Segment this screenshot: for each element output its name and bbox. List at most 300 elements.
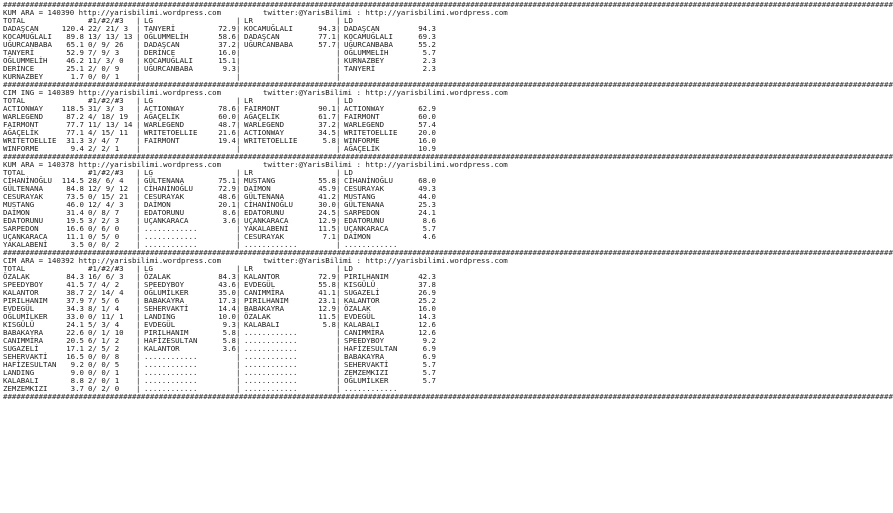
ld-value: 20.0 bbox=[418, 128, 436, 137]
ld-value: 10.9 bbox=[418, 144, 436, 153]
column-divider: | bbox=[336, 384, 341, 393]
ld-value: 26.9 bbox=[418, 288, 436, 297]
column-divider: | bbox=[336, 48, 341, 57]
total-score: 41.5 bbox=[66, 280, 84, 289]
horse-name: KALABALI bbox=[3, 376, 39, 385]
ld-horse-name: ............ bbox=[344, 240, 398, 249]
rank-counts: 0/ 9/ 26 bbox=[88, 40, 124, 49]
rank-counts: 2/ 5/ 2 bbox=[88, 344, 120, 353]
lr-horse-name: UĞURCANBABA bbox=[244, 40, 293, 49]
rank-counts: 12/ 9/ 12 bbox=[88, 184, 129, 193]
column-divider: | bbox=[136, 192, 141, 201]
column-divider: | bbox=[136, 216, 141, 225]
horse-name: YAKALABENİ bbox=[3, 240, 48, 249]
total-score: 77.1 bbox=[66, 128, 84, 137]
lg-value: 3.6 bbox=[222, 216, 236, 225]
ld-value: 12.6 bbox=[418, 320, 436, 329]
ld-horse-name: WRITETOELLIE bbox=[344, 128, 398, 137]
lg-horse-name: DADAŞCAN bbox=[144, 40, 180, 49]
lg-horse-name: OĞLUMMELİH bbox=[144, 32, 189, 41]
race-title: KUM ARA = 140378 http://yarisbilimi.wordpress.com bbox=[3, 160, 222, 169]
col-head-lr: LR bbox=[244, 168, 253, 177]
ld-value: 49.3 bbox=[418, 184, 436, 193]
column-divider: | bbox=[336, 312, 341, 321]
lr-value: 90.1 bbox=[318, 104, 336, 113]
ld-horse-name: FAIRMONT bbox=[344, 112, 380, 121]
lr-value: 11.5 bbox=[318, 312, 336, 321]
lg-value: 5.8 bbox=[222, 336, 236, 345]
column-divider: | bbox=[136, 136, 141, 145]
horse-name: DADAŞCAN bbox=[3, 24, 39, 33]
lr-horse-name: ............ bbox=[244, 376, 298, 385]
column-divider: | bbox=[236, 296, 241, 305]
rank-counts: 11/ 13/ 14 bbox=[88, 120, 133, 129]
column-divider: | bbox=[236, 320, 241, 329]
lg-horse-name: SPEEDYBOY bbox=[144, 280, 185, 289]
column-divider: | bbox=[336, 352, 341, 361]
rank-header: #1/#2/#3 bbox=[88, 264, 124, 273]
column-divider: | bbox=[136, 376, 141, 385]
column-divider: | bbox=[236, 376, 241, 385]
column-divider: | bbox=[136, 312, 141, 321]
rank-header: #1/#2/#3 bbox=[88, 96, 124, 105]
total-score: 19.5 bbox=[66, 216, 84, 225]
lr-horse-name: DADAŞCAN bbox=[244, 32, 280, 41]
total-score: 87.2 bbox=[66, 112, 84, 121]
total-score: 3.5 bbox=[70, 240, 84, 249]
lg-value: 84.3 bbox=[218, 272, 236, 281]
total-score: 16.5 bbox=[66, 352, 84, 361]
lg-value: 19.4 bbox=[218, 136, 236, 145]
lr-value: 7.1 bbox=[322, 232, 336, 241]
rank-counts: 0/ 0/ 1 bbox=[88, 368, 120, 377]
lg-horse-name: DERİNCE bbox=[144, 48, 176, 57]
horse-name: CANIMMİRA bbox=[3, 336, 44, 345]
twitter-link: twitter:@YarisBilimi : http://yarisbilimi.wordpress.com bbox=[263, 256, 508, 265]
lr-horse-name: FAIRMONT bbox=[244, 104, 280, 113]
lr-value: 24.5 bbox=[318, 208, 336, 217]
column-divider: | bbox=[136, 344, 141, 353]
column-divider: | bbox=[336, 336, 341, 345]
lg-horse-name: ............ bbox=[144, 360, 198, 369]
col-head-lr: LR bbox=[244, 16, 253, 25]
total-score: 34.3 bbox=[66, 304, 84, 313]
lr-value: 72.9 bbox=[318, 272, 336, 281]
column-divider: | bbox=[136, 208, 141, 217]
rank-counts: 2/ 0/ 1 bbox=[88, 376, 120, 385]
column-divider: | bbox=[336, 264, 341, 273]
lr-value: 41.1 bbox=[318, 288, 336, 297]
total-score: 52.9 bbox=[66, 48, 84, 57]
total-score: 46.2 bbox=[66, 56, 84, 65]
ld-horse-name: KALANTOR bbox=[344, 296, 380, 305]
column-divider: | bbox=[136, 168, 141, 177]
column-divider: | bbox=[336, 104, 341, 113]
rank-counts: 2/ 2/ 1 bbox=[88, 144, 120, 153]
column-divider: | bbox=[136, 56, 141, 65]
ld-value: 2.3 bbox=[422, 56, 436, 65]
total-score: 1.7 bbox=[70, 72, 84, 81]
race-section bbox=[3, 9, 529, 81]
column-divider: | bbox=[336, 224, 341, 233]
col-head-ld: LD bbox=[344, 264, 353, 273]
rank-counts: 16/ 6/ 3 bbox=[88, 272, 124, 281]
ld-value: 55.2 bbox=[418, 40, 436, 49]
total-score: 31.4 bbox=[66, 208, 84, 217]
lr-horse-name: WRITETOELLIE bbox=[244, 136, 298, 145]
rank-counts: 0/ 0/ 5 bbox=[88, 360, 120, 369]
column-divider: | bbox=[136, 32, 141, 41]
ld-horse-name: CANIMMİRA bbox=[344, 328, 385, 337]
ld-value: 6.9 bbox=[422, 352, 436, 361]
ld-horse-name: ............ bbox=[344, 384, 398, 393]
lr-horse-name: CANIMMİRA bbox=[244, 288, 285, 297]
ld-value: 5.7 bbox=[422, 376, 436, 385]
rank-counts: 7/ 5/ 6 bbox=[88, 296, 120, 305]
lg-value: 37.2 bbox=[218, 40, 236, 49]
section-header bbox=[3, 161, 529, 169]
total-score: 84.8 bbox=[66, 184, 84, 193]
column-divider: | bbox=[236, 64, 241, 73]
race-title: CIM ING = 140389 http://yarisbilimi.wordpress.com bbox=[3, 88, 222, 97]
lr-horse-name: ............ bbox=[244, 344, 298, 353]
ld-horse-name: ÖZALAK bbox=[344, 304, 371, 313]
lg-value: 9.3 bbox=[222, 320, 236, 329]
column-divider: | bbox=[236, 176, 241, 185]
column-divider: | bbox=[136, 16, 141, 25]
horse-name: OĞLUMİLKER bbox=[3, 312, 48, 321]
total-score: 20.5 bbox=[66, 336, 84, 345]
ld-horse-name: WINFORME bbox=[344, 136, 380, 145]
horse-name: DERİNCE bbox=[3, 64, 35, 73]
total-label: TOTAL bbox=[3, 264, 26, 273]
ld-horse-name: OĞLUMİLKER bbox=[344, 376, 389, 385]
race-section bbox=[3, 161, 529, 249]
column-divider: | bbox=[136, 104, 141, 113]
ld-value: 68.0 bbox=[418, 176, 436, 185]
column-divider: | bbox=[336, 320, 341, 329]
ld-horse-name: HAFİZESULTAN bbox=[344, 344, 398, 353]
horse-name: FAIRMONT bbox=[3, 120, 39, 129]
col-head-lg: LG bbox=[144, 16, 153, 25]
column-divider: | bbox=[336, 40, 341, 49]
rank-counts: 13/ 13/ 13 bbox=[88, 32, 133, 41]
column-divider: | bbox=[136, 176, 141, 185]
lg-horse-name: HAFİZESULTAN bbox=[144, 336, 198, 345]
lr-horse-name: YAKALABENİ bbox=[244, 224, 289, 233]
ld-horse-name: SEHERVAKTİ bbox=[344, 360, 389, 369]
column-divider: | bbox=[136, 272, 141, 281]
column-divider: | bbox=[136, 200, 141, 209]
ld-horse-name: DAİMON bbox=[344, 232, 371, 241]
column-divider: | bbox=[236, 136, 241, 145]
lr-horse-name: AĞAÇELİK bbox=[244, 112, 280, 121]
column-divider: | bbox=[236, 360, 241, 369]
rank-counts: 3/ 2/ 3 bbox=[88, 216, 120, 225]
lr-value: 41.2 bbox=[318, 192, 336, 201]
horse-name: UĞURCANBABA bbox=[3, 40, 52, 49]
column-divider: | bbox=[336, 192, 341, 201]
horse-name: KISGÜLÜ bbox=[3, 320, 35, 329]
column-divider: | bbox=[136, 224, 141, 233]
ld-horse-name: WARLEGEND bbox=[344, 120, 385, 129]
ld-horse-name: EVDEGÜL bbox=[344, 312, 376, 321]
lr-horse-name: ÖZALAK bbox=[244, 312, 271, 321]
horse-name: KALANTOR bbox=[3, 288, 39, 297]
total-score: 9.0 bbox=[70, 368, 84, 377]
lr-horse-name: PIRILHANIM bbox=[244, 296, 289, 305]
lg-value: 43.6 bbox=[218, 280, 236, 289]
rank-counts: 2/ 0/ 9 bbox=[88, 64, 120, 73]
column-divider: | bbox=[336, 32, 341, 41]
ld-value: 5.7 bbox=[422, 360, 436, 369]
total-label: TOTAL bbox=[3, 16, 26, 25]
lr-horse-name: DAİMON bbox=[244, 184, 271, 193]
horse-name: SEHERVAKTİ bbox=[3, 352, 48, 361]
lg-horse-name: TANYERİ bbox=[144, 24, 176, 33]
ld-value: 57.4 bbox=[418, 120, 436, 129]
lr-value: 55.8 bbox=[318, 280, 336, 289]
rank-counts: 6/ 1/ 2 bbox=[88, 336, 120, 345]
total-label: TOTAL bbox=[3, 96, 26, 105]
total-score: 16.6 bbox=[66, 224, 84, 233]
column-divider: | bbox=[336, 296, 341, 305]
column-divider: | bbox=[136, 120, 141, 129]
rank-counts: 4/ 15/ 11 bbox=[88, 128, 129, 137]
ld-horse-name: ACTIONWAY bbox=[344, 104, 385, 113]
lr-horse-name: ............ bbox=[244, 240, 298, 249]
lg-horse-name: UĞURCANBABA bbox=[144, 64, 193, 73]
lg-horse-name: ............ bbox=[144, 352, 198, 361]
horse-name: WRITETOELLIE bbox=[3, 136, 57, 145]
ld-horse-name: ZEMZEMKIZI bbox=[344, 368, 389, 377]
rank-counts: 0/ 0/ 8 bbox=[88, 352, 120, 361]
column-divider: | bbox=[336, 272, 341, 281]
horse-name: BABAKAYRA bbox=[3, 328, 44, 337]
ld-value: 6.9 bbox=[422, 344, 436, 353]
ld-horse-name: TANYERİ bbox=[344, 64, 376, 73]
column-divider: | bbox=[136, 352, 141, 361]
lg-horse-name: BABAKAYRA bbox=[144, 296, 185, 305]
ld-value: 5.7 bbox=[422, 368, 436, 377]
horse-name: GÜLTENANA bbox=[3, 184, 44, 193]
lg-horse-name: EDATORUNU bbox=[144, 208, 185, 217]
rank-counts: 0/ 15/ 21 bbox=[88, 192, 129, 201]
horse-name: HAFİZESULTAN bbox=[3, 360, 57, 369]
column-divider: | bbox=[136, 184, 141, 193]
column-divider: | bbox=[336, 288, 341, 297]
rank-header: #1/#2/#3 bbox=[88, 168, 124, 177]
col-head-lg: LG bbox=[144, 264, 153, 273]
twitter-link: twitter:@YarisBilimi : http://yarisbilimi.wordpress.com bbox=[263, 8, 508, 17]
column-divider: | bbox=[236, 240, 241, 249]
horse-name: ÖZALAK bbox=[3, 272, 30, 281]
lg-horse-name: ÖZALAK bbox=[144, 272, 171, 281]
column-divider: | bbox=[336, 96, 341, 105]
rank-header: #1/#2/#3 bbox=[88, 16, 124, 25]
col-head-lr: LR bbox=[244, 96, 253, 105]
column-divider: | bbox=[236, 96, 241, 105]
ld-value: 69.3 bbox=[418, 32, 436, 41]
horse-name: EVDEGÜL bbox=[3, 304, 35, 313]
horse-name: AĞAÇELİK bbox=[3, 128, 39, 137]
separator-line: ######################################################################################################################################################################################################## bbox=[3, 0, 893, 9]
rank-counts: 0/ 2/ 0 bbox=[88, 384, 120, 393]
lg-horse-name: ............ bbox=[144, 232, 198, 241]
lr-value: 12.9 bbox=[318, 216, 336, 225]
lg-horse-name: LANDING bbox=[144, 312, 176, 321]
lg-value: 78.6 bbox=[218, 104, 236, 113]
lr-value: 5.8 bbox=[322, 136, 336, 145]
lr-horse-name: UÇANKARACA bbox=[244, 216, 289, 225]
lr-horse-name: WARLEGEND bbox=[244, 120, 285, 129]
rank-counts: 0/ 1/ 10 bbox=[88, 328, 124, 337]
total-score: 33.0 bbox=[66, 312, 84, 321]
rank-counts: 12/ 4/ 3 bbox=[88, 200, 124, 209]
column-divider: | bbox=[336, 16, 341, 25]
lr-horse-name: ............ bbox=[244, 352, 298, 361]
column-divider: | bbox=[236, 208, 241, 217]
column-divider: | bbox=[136, 128, 141, 137]
lg-horse-name: ............ bbox=[144, 240, 198, 249]
column-divider: | bbox=[236, 72, 241, 81]
column-divider: | bbox=[336, 184, 341, 193]
lg-horse-name: ACTIONWAY bbox=[144, 104, 185, 113]
rank-counts: 2/ 14/ 4 bbox=[88, 288, 124, 297]
total-score: 11.1 bbox=[66, 232, 84, 241]
column-divider: | bbox=[236, 104, 241, 113]
race-section bbox=[3, 257, 529, 393]
separator-line: ######################################################################################################################################################################################################## bbox=[3, 80, 893, 89]
ld-value: 42.3 bbox=[418, 272, 436, 281]
lg-value: 58.6 bbox=[218, 32, 236, 41]
lr-value: 57.7 bbox=[318, 40, 336, 49]
ld-horse-name: MUSTANG bbox=[344, 192, 376, 201]
ld-horse-name: GÜLTENANA bbox=[344, 200, 385, 209]
ld-value: 9.2 bbox=[422, 336, 436, 345]
lg-value: 20.1 bbox=[218, 200, 236, 209]
column-divider: | bbox=[136, 40, 141, 49]
column-divider: | bbox=[136, 280, 141, 289]
total-score: 8.8 bbox=[70, 376, 84, 385]
horse-name: SUGAZELİ bbox=[3, 344, 39, 353]
ld-horse-name: PIRILHANIM bbox=[344, 272, 389, 281]
horse-name: ZEMZEMKIZI bbox=[3, 384, 48, 393]
column-divider: | bbox=[236, 312, 241, 321]
total-score: 77.7 bbox=[66, 120, 84, 129]
rank-counts: 3/ 4/ 7 bbox=[88, 136, 120, 145]
total-score: 38.7 bbox=[66, 288, 84, 297]
column-divider: | bbox=[236, 184, 241, 193]
column-divider: | bbox=[136, 240, 141, 249]
lr-horse-name: ............ bbox=[244, 328, 298, 337]
lg-horse-name: WRITETOELLIE bbox=[144, 128, 198, 137]
column-divider: | bbox=[336, 328, 341, 337]
column-divider: | bbox=[336, 200, 341, 209]
lg-value: 9.3 bbox=[222, 64, 236, 73]
column-divider: | bbox=[336, 120, 341, 129]
column-divider: | bbox=[336, 64, 341, 73]
ld-horse-name: OĞLUMMELİH bbox=[344, 48, 389, 57]
column-divider: | bbox=[136, 360, 141, 369]
horse-name: KOCAMUĞLALI bbox=[3, 32, 52, 41]
column-divider: | bbox=[336, 232, 341, 241]
ld-horse-name: KOCAMUĞLALI bbox=[344, 32, 393, 41]
lg-horse-name: GÜLTENANA bbox=[144, 176, 185, 185]
lg-horse-name: PIRILHANIM bbox=[144, 328, 189, 337]
horse-name: DAİMON bbox=[3, 208, 30, 217]
horse-name: TANYERİ bbox=[3, 48, 35, 57]
section-header bbox=[3, 9, 529, 17]
column-divider: | bbox=[236, 224, 241, 233]
column-divider: | bbox=[336, 360, 341, 369]
lg-value: 15.1 bbox=[218, 56, 236, 65]
column-divider: | bbox=[236, 264, 241, 273]
column-divider: | bbox=[336, 368, 341, 377]
rank-counts: 0/ 6/ 0 bbox=[88, 224, 120, 233]
ld-horse-name: KISGÜLÜ bbox=[344, 280, 376, 289]
ld-horse-name: EDATORUNU bbox=[344, 216, 385, 225]
lr-value: 61.7 bbox=[318, 112, 336, 121]
horse-name: KURNAZBEY bbox=[3, 72, 44, 81]
lr-horse-name: EDATORUNU bbox=[244, 208, 285, 217]
ld-value: 16.0 bbox=[418, 304, 436, 313]
column-divider: | bbox=[136, 328, 141, 337]
horse-name: OĞLUMMELİH bbox=[3, 56, 48, 65]
column-divider: | bbox=[236, 272, 241, 281]
lr-value: 55.8 bbox=[318, 176, 336, 185]
lr-horse-name: KOCAMUĞLALI bbox=[244, 24, 293, 33]
lg-horse-name: OĞLUMİLKER bbox=[144, 288, 189, 297]
ld-value: 4.6 bbox=[422, 232, 436, 241]
lr-value: 5.8 bbox=[322, 320, 336, 329]
ld-value: 14.3 bbox=[418, 312, 436, 321]
lr-horse-name: ............ bbox=[244, 368, 298, 377]
ld-horse-name: DADAŞCAN bbox=[344, 24, 380, 33]
lr-value: 11.5 bbox=[318, 224, 336, 233]
column-divider: | bbox=[236, 16, 241, 25]
section-header bbox=[3, 89, 529, 97]
col-head-ld: LD bbox=[344, 96, 353, 105]
lg-value: 48.7 bbox=[218, 120, 236, 129]
column-divider: | bbox=[136, 64, 141, 73]
ld-horse-name: KURNAZBEY bbox=[344, 56, 385, 65]
rank-counts: 5/ 3/ 4 bbox=[88, 320, 120, 329]
column-divider: | bbox=[236, 200, 241, 209]
horse-name: SARPEDON bbox=[3, 224, 39, 233]
column-divider: | bbox=[336, 176, 341, 185]
section-header bbox=[3, 257, 529, 265]
column-divider: | bbox=[336, 128, 341, 137]
column-divider: | bbox=[236, 168, 241, 177]
column-divider: | bbox=[236, 40, 241, 49]
ld-value: 25.3 bbox=[418, 200, 436, 209]
column-divider: | bbox=[136, 320, 141, 329]
column-divider: | bbox=[236, 328, 241, 337]
lr-horse-name: KALANTOR bbox=[244, 272, 280, 281]
ld-value: 62.9 bbox=[418, 104, 436, 113]
horse-name: WINFORME bbox=[3, 144, 39, 153]
column-divider: | bbox=[236, 344, 241, 353]
lr-horse-name: CİHANİNOĞLU bbox=[244, 200, 293, 209]
col-head-lg: LG bbox=[144, 96, 153, 105]
horse-name: ACTIONWAY bbox=[3, 104, 44, 113]
column-divider: | bbox=[236, 56, 241, 65]
column-divider: | bbox=[136, 304, 141, 313]
rank-counts: 31/ 3/ 3 bbox=[88, 104, 124, 113]
lg-horse-name: CESURAYAK bbox=[144, 192, 185, 201]
ld-horse-name: BABAKAYRA bbox=[344, 352, 385, 361]
